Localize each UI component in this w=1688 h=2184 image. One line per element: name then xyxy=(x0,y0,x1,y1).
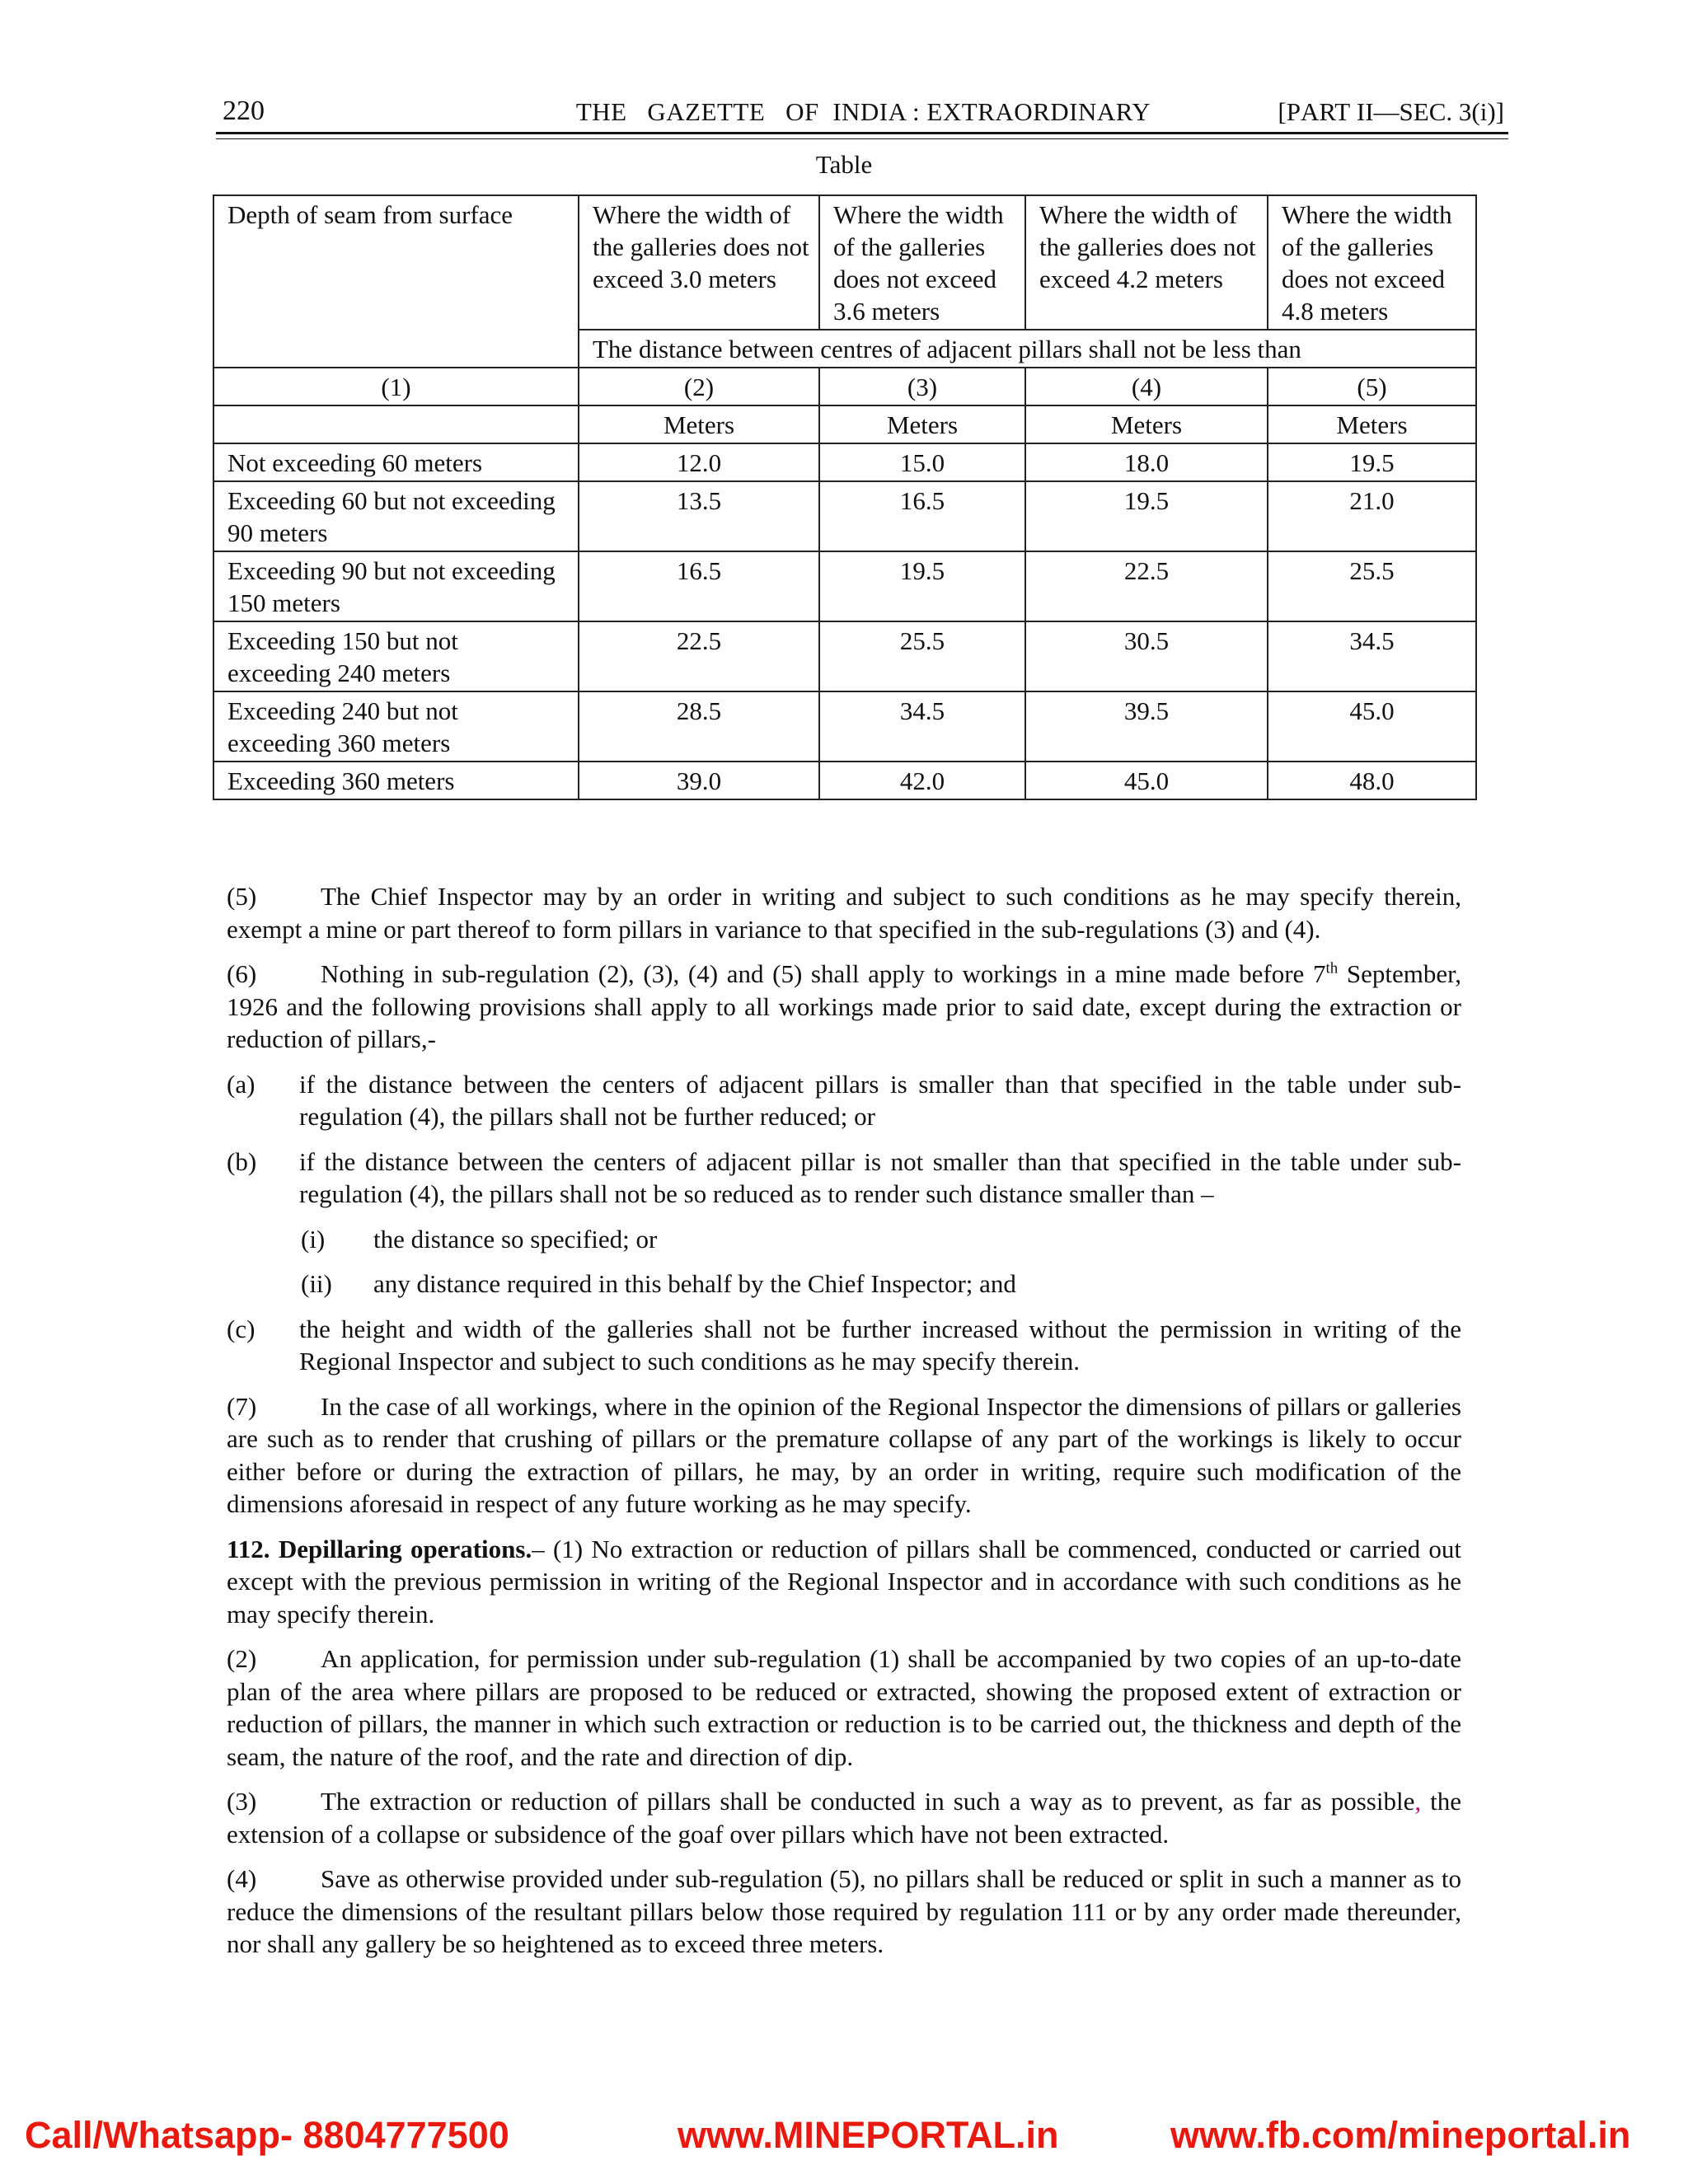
depth-cell: Exceeding 360 meters xyxy=(213,762,579,799)
depth-cell: Exceeding 60 but not exceeding 90 meters xyxy=(213,481,579,551)
value-cell: 19.5 xyxy=(1025,481,1268,551)
value-cell: 39.0 xyxy=(579,762,819,799)
column-number: (2) xyxy=(579,368,819,405)
regulation-112-3: (3) The extraction or reduction of pillars shall be conducted in such a way as to prevent, as far as possible, the extension of a collapse or subsidence of the goaf over pillars which have not been extracted. xyxy=(227,1787,1461,1849)
column-number: (1) xyxy=(213,368,579,405)
table-row xyxy=(213,691,1476,762)
value-cell: 25.5 xyxy=(819,621,1025,691)
footer-phone: Call/Whatsapp- 8804777500 xyxy=(25,2114,509,2156)
part-section-label: [PART II—SEC. 3(i)] xyxy=(1278,97,1504,126)
width-header-cell: Where the width of the galleries does not exceed 3.0 meters xyxy=(579,195,819,330)
value-cell: 19.5 xyxy=(1268,443,1476,481)
value-cell: 45.0 xyxy=(1025,762,1268,799)
unit-label: Meters xyxy=(579,405,819,443)
regulation-112-4: (4) Save as otherwise provided under sub-regulation (5), no pillars shall be reduced or split in such a manner as to reduce the dimensions of the resultant pillars below those required by regulation 111 or by any order made thereunder, nor shall any gallery be so heightened as to exceed three meters. xyxy=(227,1864,1461,1958)
value-cell: 13.5 xyxy=(579,481,819,551)
depth-cell: Exceeding 150 but not exceeding 240 meters xyxy=(213,621,579,691)
regulation-112-2: (2) An application, for permission under sub-regulation (1) shall be accompanied by two copies of an up-to-date plan of the area where pillars are proposed to be reduced or extracted, showing the proposed extent of extraction or reduction of pillars, the manner in which such extraction or reduction is to be carried out, the thickness and depth of the seam, the nature of the roof, and the rate and direction of dip. xyxy=(227,1644,1461,1771)
value-cell: 19.5 xyxy=(819,551,1025,621)
header-rule-thick xyxy=(216,132,1508,134)
value-cell: 34.5 xyxy=(819,691,1025,762)
value-cell: 12.0 xyxy=(579,443,819,481)
table-row xyxy=(213,481,1476,551)
section-heading: 112. Depillaring operations. xyxy=(227,1534,532,1563)
value-cell: 30.5 xyxy=(1025,621,1268,691)
value-cell: 28.5 xyxy=(579,691,819,762)
table-row xyxy=(213,443,1476,481)
pillar-distance-table xyxy=(213,194,1477,800)
width-header-cell: Where the width of the galleries does not exceed 4.2 meters xyxy=(1025,195,1268,330)
clause-a: (a) if the distance between the centers of adjacent pillars is smaller than that specified in the table under sub-regulation (4), the pillars shall not be further reduced; or xyxy=(227,1069,1461,1131)
regulation-112: 112. Depillaring operations.– (1) No extraction or reduction of pillars shall be commenced, conducted or carried out except with the previous permission in writing of the Regional Inspector and in accordance with such conditions as he may specify therein. xyxy=(227,1534,1461,1629)
value-cell: 42.0 xyxy=(819,762,1025,799)
column-number-row xyxy=(213,368,1476,405)
value-cell: 39.5 xyxy=(1025,691,1268,762)
sub-regulation-6: (6) Nothing in sub-regulation (2), (3), (4) and (5) shall apply to workings in a mine made before 7th September, 1926 and the following provisions shall apply to all workings made prior to said date, except during the extraction or reduction of pillars,- xyxy=(227,959,1462,1053)
table-header-row xyxy=(213,195,1476,330)
width-header-cell: Where the width of the galleries does not exceed 3.6 meters xyxy=(819,195,1025,330)
depth-cell: Not exceeding 60 meters xyxy=(213,443,579,481)
table-row xyxy=(213,551,1476,621)
value-cell: 16.5 xyxy=(579,551,819,621)
header-rule-thin xyxy=(216,138,1508,139)
value-cell: 21.0 xyxy=(1268,481,1476,551)
clause-c: (c) the height and width of the galleries shall not be further increased without the permission in writing of the Regional Inspector and subject to such conditions as he may specify therein. xyxy=(227,1314,1461,1376)
column-number: (3) xyxy=(819,368,1025,405)
clause-b-i: (i) the distance so specified; or xyxy=(301,1224,658,1254)
depth-cell: Exceeding 240 but not exceeding 360 meters xyxy=(213,691,579,762)
footer-facebook-link[interactable]: www.fb.com/mineportal.in xyxy=(1170,2114,1631,2156)
column-number: (4) xyxy=(1025,368,1268,405)
value-cell: 18.0 xyxy=(1025,443,1268,481)
unit-blank-cell xyxy=(213,405,579,443)
value-cell: 22.5 xyxy=(1025,551,1268,621)
table-row xyxy=(213,621,1476,691)
page-number: 220 xyxy=(223,96,265,126)
gazette-title: THE GAZETTE OF INDIA : EXTRAORDINARY xyxy=(575,97,1151,126)
distance-span-header: The distance between centres of adjacent pillars shall not be less than xyxy=(579,330,1476,368)
footer-website-link[interactable]: www.MINEPORTAL.in xyxy=(678,2114,1059,2156)
unit-label: Meters xyxy=(1025,405,1268,443)
width-header-cell: Where the width of the galleries does not exceed 4.8 meters xyxy=(1268,195,1476,330)
unit-label: Meters xyxy=(819,405,1025,443)
sub-regulation-7: (7) In the case of all workings, where in the opinion of the Regional Inspector the dimensions of pillars or galleries are such as to render that crushing of pillars or the premature collapse of any part of the workings is likely to occur either before or during the extraction of pillars, he may, by an order in writing, require such modification of the dimensions aforesaid in respect of any future working as he may specify. xyxy=(227,1391,1461,1518)
value-cell: 45.0 xyxy=(1268,691,1476,762)
value-cell: 16.5 xyxy=(819,481,1025,551)
sub-regulation-5: (5) The Chief Inspector may by an order in writing and subject to such conditions as he may specify therein, exempt a mine or part thereof to form pillars in variance to that specified in the sub-regulations (3) and (4). xyxy=(227,882,1461,944)
table-row xyxy=(213,762,1476,799)
value-cell: 48.0 xyxy=(1268,762,1476,799)
value-cell: 15.0 xyxy=(819,443,1025,481)
value-cell: 22.5 xyxy=(579,621,819,691)
page-header xyxy=(223,92,1504,129)
regulation-text xyxy=(227,880,1461,1973)
unit-row xyxy=(213,405,1476,443)
clause-b: (b) if the distance between the centers of adjacent pillar is not smaller than that specified in the table under sub-regulation (4), the pillars shall not be so reduced as to render such distance smaller than – xyxy=(227,1146,1461,1208)
value-cell: 25.5 xyxy=(1268,551,1476,621)
depth-cell: Exceeding 90 but not exceeding 150 meters xyxy=(213,551,579,621)
table-caption: Table xyxy=(815,150,873,179)
unit-label: Meters xyxy=(1268,405,1476,443)
column-number: (5) xyxy=(1268,368,1476,405)
value-cell: 34.5 xyxy=(1268,621,1476,691)
clause-b-ii: (ii) any distance required in this behalf by the Chief Inspector; and xyxy=(301,1269,1016,1298)
depth-header-cell: Depth of seam from surface xyxy=(213,195,579,368)
